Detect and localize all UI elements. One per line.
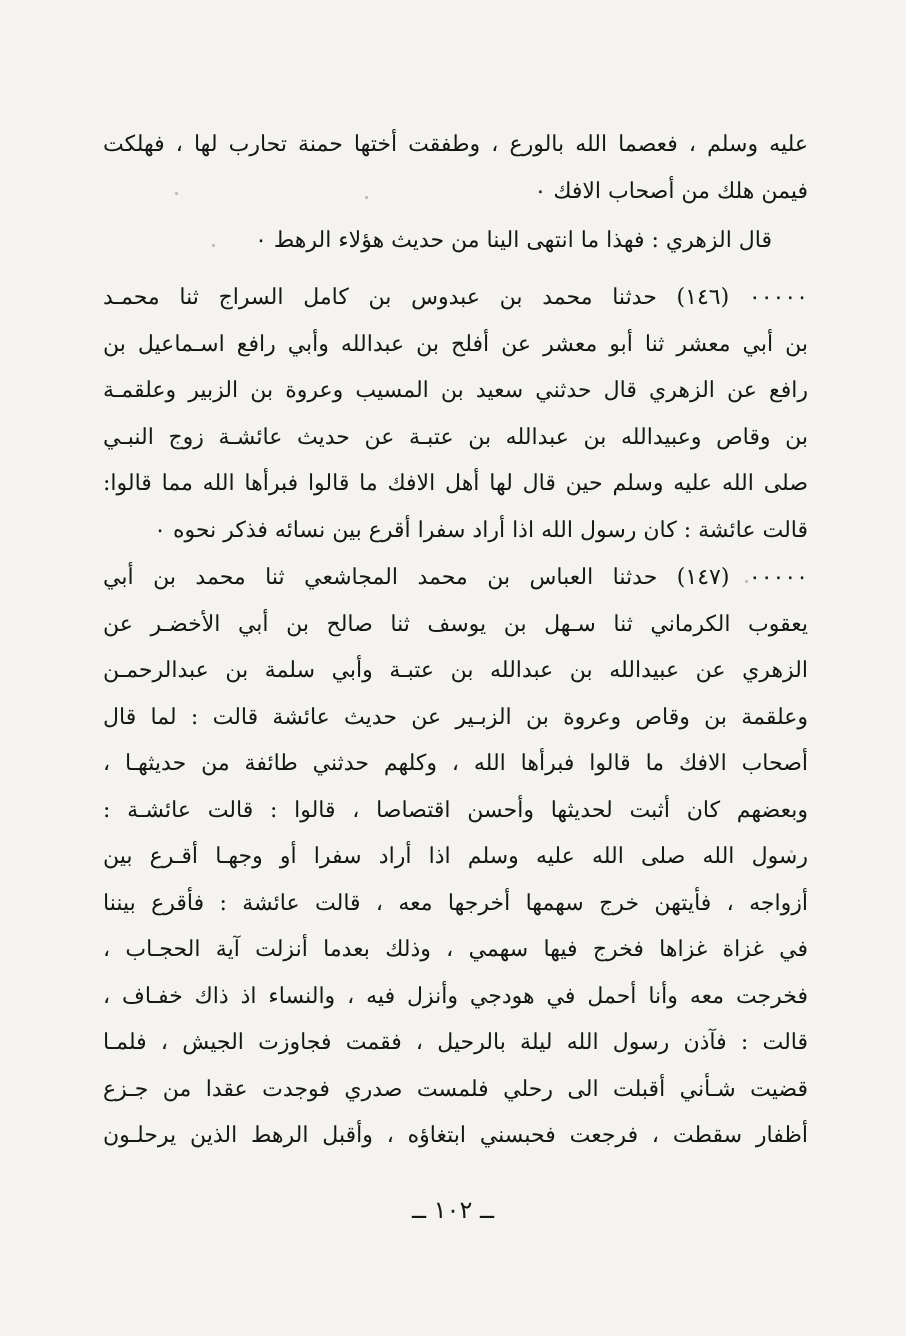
text-line: ٠٠٠٠٠ (١٤٧) حدثنا العباس بن محمد المجاشعي ثنا محمد بن أبي xyxy=(103,565,808,590)
text-line: رافع عن الزهري قال حدثني سعيد بن المسيب وعروة بن الزبير وعلقمـة xyxy=(103,378,808,403)
paragraph-continuation xyxy=(103,122,808,215)
paragraph-hadith-147 xyxy=(103,555,808,1160)
text-line: أظفار سقطت ، فرجعت فحبسني ابتغاؤه ، وأقبل الرهط الذين يرحلـون xyxy=(103,1123,808,1148)
text-line: أزواجه ، فأيتهن خرج سهمها أخرجها معه ، قالت عائشة : فأقرع بيننا xyxy=(103,890,808,916)
text-line: عليه وسلم ، فعصما الله بالورع ، وطفقت أختها حمنة تحارب لها ، فهلكت xyxy=(103,132,808,157)
text-line: فيمن هلك من أصحاب الافك ٠ xyxy=(534,178,808,204)
text-line: ٠٠٠٠٠ (١٤٦) حدثنا محمد بن عبدوس بن كامل السراج ثنا محمـد xyxy=(103,285,808,310)
text-line: صلى الله عليه وسلم حين قال لها أهل الافك ما قالوا فبرأها الله مما قالوا: xyxy=(103,471,808,496)
text-line: وبعضهم كان أثبت لحديثها وأحسن اقتصاصا ، قالوا : قالت عائشـة : xyxy=(103,797,808,823)
text-line: أصحاب الافك ما قالوا فبرأها الله ، وكلهم حدثني طائفة من حديثهـا ، xyxy=(103,751,808,776)
text-line: الزهري عن عبيدالله بن عبدالله بن عتبـة وأبي سلمة بن عبدالرحمـن xyxy=(103,658,808,683)
paragraph-zuhri-note xyxy=(103,218,808,265)
text-line: بن وقاص وعبيدالله بن عبدالله بن عتبـة عن حديث عائشـة زوج النبـي xyxy=(103,424,808,450)
text-line: قضيت شـأني أقبلت الى رحلي فلمست صدري فوجدت عقدا من جـزع xyxy=(103,1076,808,1102)
page-number: ــ ١٠٢ ــ xyxy=(411,1196,495,1224)
text-line: بن أبي معشر ثنا أبو معشر عن أفلح بن عبدالله وأبي رافع اسـماعيل بن xyxy=(103,331,808,357)
text-line: قال الزهري : فهذا ما انتهى الينا من حديث هؤلاء الرهط ٠ xyxy=(255,228,772,253)
text-line: في غزاة غزاها فخرج فيها سهمي ، وذلك بعدما أنزلت آية الحجـاب ، xyxy=(103,937,808,962)
paragraph-hadith-146 xyxy=(103,275,808,554)
text-line: رسول الله صلى الله عليه وسلم اذا أراد سفرا أو وجهـا أقـرع بين xyxy=(103,844,808,869)
text-line: وعلقمة بن وقاص وعروة بن الزبـير عن حديث عائشة قالت : لما قال xyxy=(103,704,808,730)
text-line: يعقوب الكرماني ثنا سـهل بن يوسف ثنا صالح بن أبي الأخضـر عن xyxy=(103,611,808,637)
text-line: فخرجت معه وأنا أحمل في هودجي وأنزل فيه ، والنساء اذ ذاك خفـاف ، xyxy=(103,983,808,1009)
text-line: قالت : فآذن رسول الله ليلة بالرحيل ، فقمت فجاوزت الجيش ، فلمـا xyxy=(103,1030,808,1055)
text-line: قالت عائشة : كان رسول الله اذا أراد سفرا أقرع بين نسائه فذكر نحوه ٠ xyxy=(154,517,808,543)
